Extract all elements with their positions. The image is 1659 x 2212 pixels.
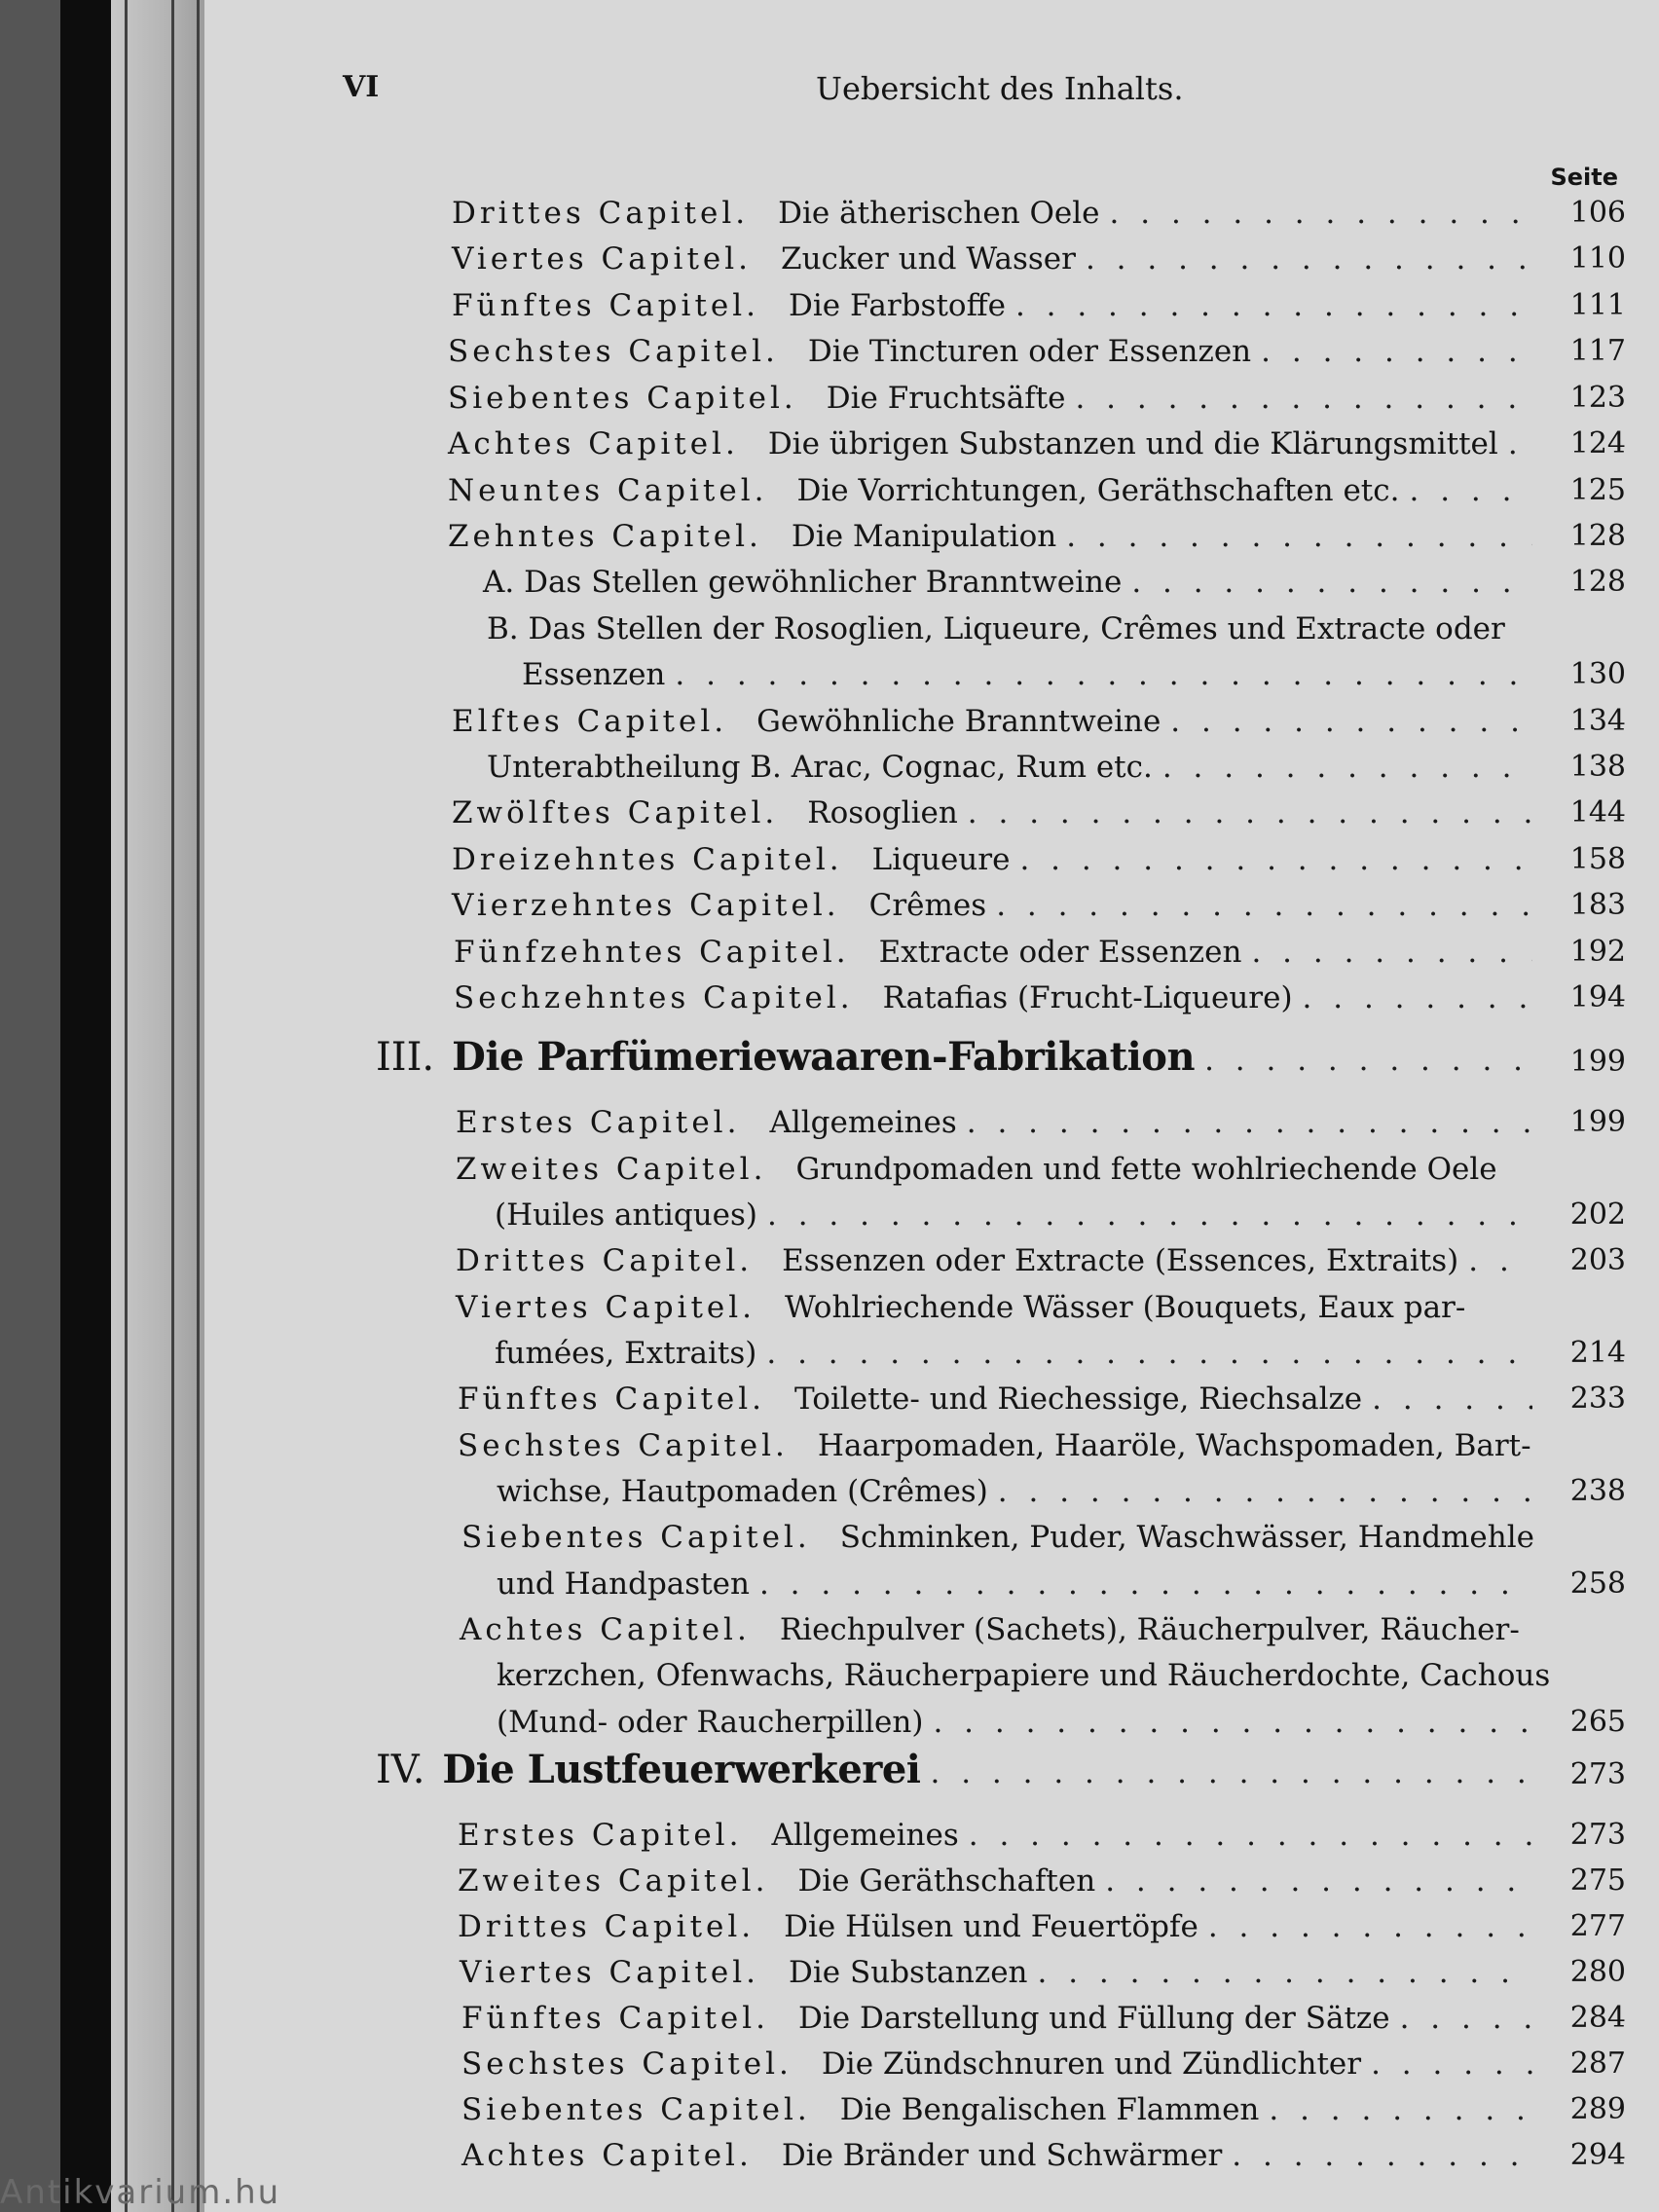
toc-entry — [460, 1607, 1542, 1652]
toc-entry — [497, 1562, 1542, 1606]
chapter-title: Die übrigen Substanzen und die Klärungsmittel — [767, 426, 1498, 461]
chapter-label: Achtes Capitel. — [460, 1612, 751, 1647]
page-edge-line — [197, 0, 200, 2212]
page-number: 273 — [1569, 1757, 1626, 1791]
chapter-label: Viertes Capitel. — [460, 1955, 760, 1990]
page-number: 294 — [1569, 2138, 1626, 2172]
chapter-title: fumées, Extraits) — [495, 1336, 757, 1371]
chapter-title: A. Das Stellen gewöhnlicher Branntweine — [483, 565, 1123, 600]
section-title: Die Lustfeuerwerkerei — [442, 1747, 921, 1792]
chapter-title: Extracte oder Essenzen — [878, 935, 1242, 970]
chapter-title: Die Farbstoffe — [789, 288, 1006, 323]
page-number: 128 — [1569, 519, 1626, 553]
chapter-title: Schminken, Puder, Waschwässer, Handmehle — [839, 1520, 1535, 1555]
chapter-label: Siebentes Capitel. — [448, 381, 797, 416]
chapter-title: Die Fruchtsäfte — [826, 381, 1066, 416]
chapter-label: Elftes Capitel. — [452, 704, 728, 739]
page-number: 277 — [1569, 1909, 1626, 1943]
chapter-label: Viertes Capitel. — [452, 241, 753, 276]
chapter-title: Allgemeines — [769, 1105, 957, 1140]
section-numeral: IV. — [376, 1748, 425, 1792]
chapter-label: Zweites Capitel. — [458, 1863, 769, 1899]
dot-leader — [1086, 237, 1532, 281]
page-number: 111 — [1569, 288, 1626, 322]
page-number: 158 — [1569, 842, 1626, 876]
chapter-label: Neuntes Capitel. — [448, 473, 768, 508]
toc-entry — [461, 2133, 1542, 2178]
chapter-label: Fünftes Capitel. — [452, 288, 760, 323]
dot-leader — [1208, 1904, 1532, 1949]
toc-entry — [497, 1469, 1542, 1514]
dot-leader — [1038, 1950, 1532, 1995]
chapter-title: B. Das Stellen der Rosoglien, Liqueure, Crêmes und Extracte oder — [487, 611, 1505, 646]
book-page — [204, 0, 1659, 2212]
chapter-title: (Huiles antiques) — [495, 1198, 758, 1233]
chapter-label: Achtes Capitel. — [448, 426, 739, 461]
section-numeral: III. — [376, 1035, 435, 1080]
toc-entry — [456, 1147, 1542, 1192]
chapter-title: Riechpulver (Sachets), Räucherpulver, Räucher- — [779, 1612, 1520, 1647]
toc-entry — [487, 607, 1542, 651]
chapter-title: Zucker und Wasser — [781, 241, 1076, 276]
chapter-label: Drittes Capitel. — [452, 196, 750, 231]
page-number: 124 — [1569, 426, 1626, 461]
page-number: 123 — [1569, 381, 1626, 415]
toc-entry — [452, 237, 1542, 281]
chapter-title: Die Zündschnuren und Zündlichter — [821, 2046, 1362, 2082]
toc-entry — [522, 652, 1542, 697]
chapter-title: Die Bengalischen Flammen — [839, 2092, 1260, 2127]
page-number: 194 — [1569, 980, 1626, 1014]
chapter-title: Die Substanzen — [789, 1955, 1028, 1990]
dot-leader — [968, 791, 1532, 835]
page-number: 199 — [1569, 1045, 1626, 1079]
page-number: 202 — [1569, 1198, 1626, 1232]
toc-entry — [452, 283, 1542, 328]
toc-entry — [487, 745, 1542, 790]
dot-leader — [1508, 422, 1532, 466]
chapter-title: Die Hülsen und Feuertöpfe — [784, 1909, 1198, 1944]
page-number: 117 — [1569, 334, 1626, 368]
page-number: 233 — [1569, 1382, 1626, 1416]
chapter-title: Die Tincturen oder Essenzen — [807, 334, 1252, 369]
chapter-title: Crêmes — [868, 888, 987, 923]
toc-entry — [448, 422, 1542, 466]
chapter-title: Liqueure — [871, 842, 1011, 877]
dot-leader — [1409, 468, 1532, 513]
chapter-label: Achtes Capitel. — [461, 2138, 753, 2173]
dot-leader — [1372, 1377, 1532, 1421]
toc-entry — [448, 468, 1542, 513]
page-number: 144 — [1569, 795, 1626, 830]
chapter-title: Die Geräthschaften — [797, 1863, 1096, 1899]
chapter-label: Siebentes Capitel. — [461, 2092, 811, 2127]
running-title: Uebersicht des Inhalts. — [816, 70, 1184, 107]
toc-entry — [458, 1859, 1542, 1903]
section-title: Die Parfümeriewaaren-Fabrikation — [452, 1034, 1196, 1080]
page-number: 106 — [1569, 196, 1626, 230]
toc-entry — [458, 1813, 1542, 1858]
chapter-title: kerzchen, Ofenwachs, Räucherpapiere und Räucherdochte, Cachous — [497, 1658, 1551, 1693]
chapter-label: Zehntes Capitel. — [448, 519, 762, 554]
chapter-label: Fünftes Capitel. — [458, 1382, 766, 1417]
dot-leader — [1110, 191, 1532, 236]
chapter-label: Dreizehntes Capitel. — [452, 842, 843, 877]
dot-leader — [759, 1562, 1532, 1606]
page-number: 275 — [1569, 1863, 1626, 1898]
dot-leader — [1269, 2087, 1532, 2132]
toc-entry — [454, 976, 1542, 1020]
toc-entry — [458, 1904, 1542, 1949]
page-edges — [111, 0, 204, 2212]
chapter-label: Zwölftes Capitel. — [452, 795, 779, 830]
section-heading — [376, 1747, 1542, 1792]
toc-entry — [458, 1423, 1542, 1468]
dot-leader — [1170, 699, 1532, 744]
chapter-label: Viertes Capitel. — [456, 1290, 756, 1325]
dot-leader — [1131, 560, 1532, 605]
dot-leader — [1105, 1859, 1532, 1903]
toc-entry — [448, 376, 1542, 421]
chapter-label: Sechstes Capitel. — [448, 334, 779, 369]
page-number: 273 — [1569, 1818, 1626, 1852]
toc-entry — [448, 329, 1542, 374]
page-number: 192 — [1569, 935, 1626, 969]
dot-leader — [1400, 1996, 1532, 2041]
toc-entry — [495, 1193, 1542, 1237]
seite-label: Seite — [1550, 164, 1618, 191]
dot-leader — [767, 1193, 1532, 1237]
chapter-title: Allgemeines — [771, 1818, 959, 1853]
chapter-title: (Mund- oder Raucherpillen) — [497, 1705, 924, 1740]
chapter-label: Sechzehntes Capitel. — [454, 980, 854, 1015]
toc-entry — [452, 791, 1542, 835]
book-spine — [60, 0, 111, 2212]
toc-entry — [461, 2087, 1542, 2132]
toc-entry — [460, 1950, 1542, 1995]
toc-entry — [452, 883, 1542, 928]
dot-leader — [1015, 283, 1532, 328]
chapter-label: Sechstes Capitel. — [461, 2046, 793, 2082]
page-number: 258 — [1569, 1567, 1626, 1601]
page-folio: VI — [343, 70, 380, 104]
chapter-title: Die ätherischen Oele — [778, 196, 1100, 231]
chapter-title: und Handpasten — [497, 1567, 750, 1602]
dot-leader — [1162, 745, 1532, 790]
chapter-label: Erstes Capitel. — [458, 1818, 743, 1853]
chapter-title: Die Manipulation — [791, 519, 1057, 554]
chapter-label: Fünftes Capitel. — [461, 2001, 770, 2036]
dot-leader — [967, 1100, 1532, 1145]
dot-leader — [1204, 1043, 1532, 1078]
dot-leader — [1261, 329, 1532, 374]
chapter-title: Gewöhnliche Branntweine — [756, 704, 1161, 739]
chapter-label: Erstes Capitel. — [456, 1105, 741, 1140]
chapter-title: Essenzen oder Extracte (Essences, Extraits) — [782, 1243, 1459, 1278]
toc-entry — [497, 1700, 1542, 1745]
page-number: 183 — [1569, 888, 1626, 922]
page-number: 199 — [1569, 1105, 1626, 1139]
watermark: Antikvarium.hu — [0, 2173, 281, 2212]
toc-entry — [456, 1285, 1542, 1330]
chapter-title: Unterabtheilung B. Arac, Cognac, Rum etc. — [487, 750, 1153, 785]
page-number: 287 — [1569, 2046, 1626, 2081]
toc-entry — [495, 1331, 1542, 1376]
table-of-contents — [204, 0, 1659, 2212]
page-number: 134 — [1569, 704, 1626, 738]
toc-entry — [452, 699, 1542, 744]
chapter-title: Grundpomaden und fette wohlriechende Oele — [795, 1152, 1497, 1187]
page-number: 128 — [1569, 565, 1626, 599]
chapter-title: Die Darstellung und Füllung der Sätze — [798, 2001, 1390, 2036]
chapter-label: Fünfzehntes Capitel. — [454, 935, 850, 970]
toc-entry — [452, 191, 1542, 236]
toc-entry — [461, 2042, 1542, 2086]
chapter-label: Sechstes Capitel. — [458, 1428, 789, 1463]
dot-leader — [998, 1469, 1532, 1514]
chapter-label: Drittes Capitel. — [458, 1909, 756, 1944]
dot-leader — [1303, 976, 1532, 1020]
dot-leader — [1251, 930, 1532, 975]
background-left — [0, 0, 60, 2212]
page-number: 110 — [1569, 241, 1626, 276]
chapter-title: Essenzen — [522, 657, 666, 692]
dot-leader — [1468, 1238, 1532, 1283]
page-number: 284 — [1569, 2001, 1626, 2035]
chapter-label: Zweites Capitel. — [456, 1152, 767, 1187]
page-number: 138 — [1569, 750, 1626, 784]
toc-entry — [448, 514, 1542, 559]
page-number: 125 — [1569, 473, 1626, 507]
page-number: 280 — [1569, 1955, 1626, 1989]
toc-entry — [483, 560, 1542, 605]
page-edge-line — [171, 0, 174, 2212]
dot-leader — [996, 883, 1532, 928]
page-number: 130 — [1569, 657, 1626, 691]
toc-entry — [452, 837, 1542, 882]
chapter-title: wichse, Hautpomaden (Crêmes) — [497, 1474, 988, 1509]
toc-entry — [458, 1377, 1542, 1421]
dot-leader — [675, 652, 1532, 697]
chapter-title: Die Bränder und Schwärmer — [781, 2138, 1223, 2173]
page-number: 214 — [1569, 1336, 1626, 1370]
dot-leader — [1075, 376, 1532, 421]
dot-leader — [1019, 837, 1532, 882]
chapter-title: Toilette- und Riechessige, Riechsalze — [794, 1382, 1363, 1417]
toc-entry — [497, 1653, 1551, 1698]
dot-leader — [1066, 514, 1532, 559]
dot-leader — [1232, 2133, 1532, 2178]
chapter-title: Wohlriechende Wässer (Bouquets, Eaux par- — [785, 1290, 1466, 1325]
chapter-title: Die Vorrichtungen, Geräthschaften etc. — [796, 473, 1400, 508]
chapter-title: Ratafias (Frucht-Liqueure) — [882, 980, 1293, 1015]
page-number: 289 — [1569, 2092, 1626, 2126]
dot-leader — [930, 1755, 1532, 1790]
page-edge-line — [125, 0, 128, 2212]
toc-entry — [456, 1238, 1542, 1283]
dot-leader — [1371, 2042, 1532, 2086]
page-number: 238 — [1569, 1474, 1626, 1508]
dot-leader — [933, 1700, 1532, 1745]
toc-entry — [454, 930, 1542, 975]
toc-entry — [456, 1100, 1542, 1145]
chapter-label: Siebentes Capitel. — [461, 1520, 811, 1555]
chapter-title: Rosoglien — [807, 795, 958, 830]
chapter-label: Vierzehntes Capitel. — [452, 888, 840, 923]
page-number: 203 — [1569, 1243, 1626, 1277]
page-number: 265 — [1569, 1705, 1626, 1739]
dot-leader — [766, 1331, 1532, 1376]
dot-leader — [969, 1813, 1532, 1858]
chapter-title: Haarpomaden, Haaröle, Wachspomaden, Bart- — [817, 1428, 1531, 1463]
chapter-label: Drittes Capitel. — [456, 1243, 754, 1278]
toc-entry — [461, 1996, 1542, 2041]
toc-entry — [461, 1515, 1542, 1560]
section-heading — [376, 1034, 1542, 1080]
